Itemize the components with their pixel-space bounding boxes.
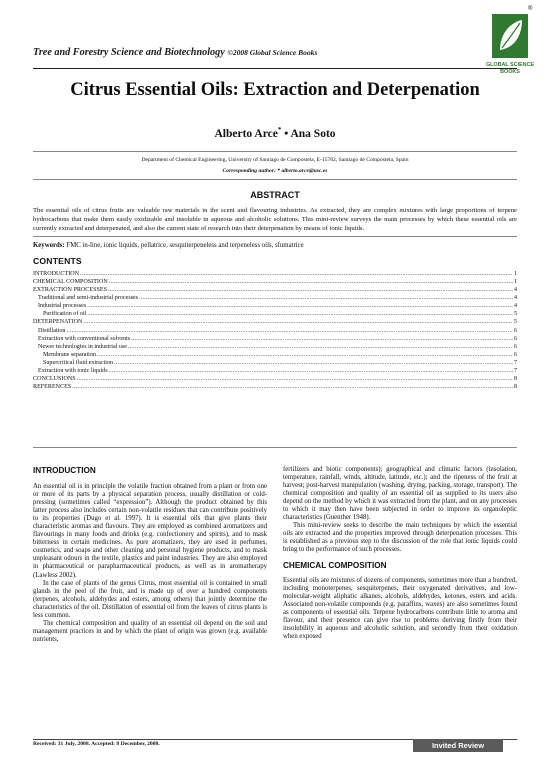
toc-entry-label: Membrane separation bbox=[43, 351, 96, 358]
toc-entry[interactable] bbox=[33, 351, 517, 359]
toc-entry[interactable] bbox=[33, 318, 517, 326]
section-heading-introduction: INTRODUCTION bbox=[33, 466, 96, 475]
toc-entry[interactable] bbox=[33, 278, 517, 286]
toc-leader bbox=[109, 367, 513, 375]
toc-entry-label: Supercritical fluid extraction bbox=[43, 359, 114, 366]
toc-entry-page: 4 bbox=[513, 287, 517, 294]
keywords-label: Keywords: bbox=[33, 242, 65, 249]
section-heading-chemical-composition: CHEMICAL COMPOSITION bbox=[283, 560, 387, 570]
toc-entry[interactable] bbox=[33, 375, 517, 383]
toc-leader bbox=[80, 270, 513, 278]
abstract-text: The essential oils of citrus fruits are valuable raw materials in the scent and flavouring industries. As extracted, they are complex mixtures with large proportions of terpene hydrocarbons that make them easily oxidizable and insoluble in aqueous and alcoholic solutions. This mini-review surveys the main processes by which these essential oils are currently extracted and deterpenated, and also the current state of research into their deterpenation by means of ionic liquids. bbox=[33, 207, 517, 232]
toc-entry-page: 7 bbox=[513, 367, 517, 374]
paragraph: In the case of plants of the genus Citrus, most essential oil is contained in small glands in the peel of the fruit, and is made up of over a hundred components (terpenes, alcohols, aldehydes and esters, among others) that jointly determine the characteristics of the oil. Distillation of essential oil from the leaves of citrus plants is less common. bbox=[33, 579, 267, 619]
toc-entry[interactable] bbox=[33, 327, 517, 335]
toc-entry-page: 6 bbox=[513, 343, 517, 350]
toc-leader bbox=[97, 351, 513, 359]
toc-entry-label: Purification of oil bbox=[43, 311, 87, 318]
toc-entry-page: 6 bbox=[513, 327, 517, 334]
author-line bbox=[33, 126, 517, 140]
header-divider bbox=[33, 68, 517, 69]
toc-entry-label: Distillation bbox=[38, 327, 66, 334]
corresponding-mark: * bbox=[277, 126, 282, 134]
toc-entry-label: Newer technologies in industrial use bbox=[38, 343, 128, 350]
divider bbox=[33, 151, 517, 152]
received-dates: Received: 31 July, 2008. Accepted: 8 December, 2008. bbox=[33, 741, 160, 747]
toc-entry-page: 8 bbox=[513, 376, 517, 383]
toc-entry[interactable] bbox=[33, 310, 517, 318]
toc-entry-page: 5 bbox=[513, 319, 517, 326]
toc-entry-label: CHEMICAL COMPOSITION bbox=[33, 279, 108, 286]
toc-leader bbox=[139, 294, 513, 302]
keywords-text: FMC in-line, ionic liquids, pellatrice, sesquiterpeneless and terpeneless oils, sfumatrice bbox=[66, 242, 304, 249]
toc-leader bbox=[128, 343, 513, 351]
toc-entry-page: 4 bbox=[513, 295, 517, 302]
leaf-logo-icon bbox=[478, 6, 542, 84]
divider bbox=[33, 179, 517, 180]
keywords bbox=[33, 242, 517, 249]
paragraph: This mini-review seeks to describe the main techniques by which the essential oils are extracted and the properties improved through deterpenation processes. This is established as a previous step to the discussion of the role that ionic liquids could bring to the performance of such processes. bbox=[283, 522, 517, 554]
author-separator: • bbox=[281, 127, 291, 140]
toc-leader bbox=[77, 375, 513, 383]
toc-entry-page: 6 bbox=[513, 335, 517, 342]
column-left bbox=[33, 466, 267, 644]
toc-entry[interactable] bbox=[33, 335, 517, 343]
divider bbox=[33, 236, 517, 237]
toc-entry-label: Industrial processes bbox=[38, 303, 87, 310]
journal-copyright: ©2008 Global Science Books bbox=[227, 48, 318, 57]
toc-entry-label: REFERENCES bbox=[33, 384, 72, 391]
author-1: Alberto Arce bbox=[214, 127, 278, 140]
toc-entry[interactable] bbox=[33, 302, 517, 310]
invited-review-badge: Invited Review bbox=[413, 739, 503, 752]
toc-entry-page: 5 bbox=[513, 311, 517, 318]
toc-entry-page: 4 bbox=[513, 303, 517, 310]
toc-entry-label: Extraction with conventional solvents bbox=[38, 335, 131, 342]
toc-entry-page: 8 bbox=[513, 384, 517, 391]
toc-entry-label: DETERPENATION bbox=[33, 319, 83, 326]
paragraph: An essential oil is in principle the volatile fraction obtained from a plant or from one or more of its parts by a physical separation process, usually distillation or cold-pressing (sometimes called “expression”). Although the product obtained by this latter process also includes certain non-volatile residues that can contribute positively to its properties (Dugo et al. 1997). It is essential oils that give plants their characteristic aromas and flavours. They are employed as combined aromatizers and flavourings in many foods and drinks (e.g. confectionery and spirits), and to mask bitterness in certain medicines. As pure aromatizers, they are used in perfumes, cosmetics, and soaps and other cleaning and personal hygiene products, and to mask unpleasant odours in the textile, plastics and paint industries. They are also employed in pharmaceutical or parapharmaceutical products, as well as in aromatherapy (Lawless 2002). bbox=[33, 483, 267, 579]
toc-entry-label: CONCLUSIONS bbox=[33, 376, 76, 383]
abstract-heading: ABSTRACT bbox=[250, 190, 300, 200]
toc-entry[interactable] bbox=[33, 367, 517, 375]
toc-entry[interactable] bbox=[33, 383, 517, 391]
paragraph: Essential oils are mixtures of dozens of components, sometimes more than a hundred, including monoterpenes, sesquiterpenes, their oxygenated derivatives, and low-molecular-weight aliphatic alkanes, alcohols, aldehydes, ketones, esters and acids. Associated non-volatile compounds (e.g. paraffins, waxes) are also sometimes found as components of essential oils. Terpene hydrocarbons contribute little to aroma and flavour, and their presence can give rise to problems deriving firstly from their insolubility in aqueous and alcoholic solution, and secondly from their oxidation when exposed bbox=[283, 576, 517, 640]
journal-title: Tree and Forestry Science and Biotechnology bbox=[33, 47, 225, 58]
toc-leader bbox=[109, 278, 513, 286]
toc-entry-page: 6 bbox=[513, 351, 517, 358]
toc-leader bbox=[108, 286, 513, 294]
toc-entry[interactable] bbox=[33, 343, 517, 351]
toc-entry-page: 1 bbox=[513, 271, 517, 277]
toc-entry-page: 1 bbox=[513, 279, 517, 286]
paragraph: fertilizers and biotic components); geographical and climatic factors (insolation, temperature, rainfall, winds, altitude, latitude, etc.); and the ripeness of the fruit at harvest; post-harvest manipulation (washing, drying, packing, storage, transport). The chemical composition and quality of an essential oil as supplied to its users also depend on the method by which it was extracted from the plant, and on any processes to which it may then have been subjected in order to improve its organoleptic characteristics (Guenther 1948). bbox=[283, 466, 517, 522]
toc-leader bbox=[72, 383, 513, 391]
publisher-logo bbox=[478, 6, 542, 84]
author-2: Ana Soto bbox=[290, 127, 336, 140]
toc-entry[interactable] bbox=[33, 286, 517, 294]
toc-leader bbox=[131, 335, 513, 343]
affiliation: Department of Chemical Engineering, University of Santiago de Compostela, E-15782, Santiago de Compostela, Spain bbox=[141, 157, 409, 163]
toc-entry-label: Extraction with ionic liquids bbox=[38, 367, 108, 374]
toc-entry[interactable] bbox=[33, 270, 517, 278]
toc-leader bbox=[87, 310, 513, 318]
toc-entry-label: INTRODUCTION bbox=[33, 271, 80, 277]
toc-entry[interactable] bbox=[33, 359, 517, 367]
toc-leader bbox=[114, 359, 513, 367]
table-of-contents bbox=[33, 270, 517, 391]
divider bbox=[33, 447, 517, 448]
toc-leader bbox=[87, 302, 513, 310]
toc-entry[interactable] bbox=[33, 294, 517, 302]
toc-entry-page: 7 bbox=[513, 359, 517, 366]
column-right bbox=[283, 466, 517, 641]
registered-mark: ® bbox=[528, 6, 533, 12]
article-title: Citrus Essential Oils: Extraction and Deterpenation bbox=[70, 80, 480, 100]
logo-text-1: GLOBAL SCIENCE bbox=[485, 62, 535, 68]
corresponding-author: Corresponding author: * alberto.arce@usc.es bbox=[222, 168, 328, 174]
paragraph: The chemical composition and quality of an essential oil depend on the soil and management practices in and by which the plant of origin was grown (e.g. available nutrients, bbox=[33, 619, 267, 643]
toc-entry-label: Traditional and semi-industrial processes bbox=[38, 295, 139, 302]
journal-header bbox=[33, 47, 317, 58]
logo-text-2: BOOKS bbox=[500, 69, 520, 75]
toc-leader bbox=[66, 327, 513, 335]
toc-leader bbox=[83, 318, 513, 326]
contents-heading: CONTENTS bbox=[33, 256, 82, 266]
toc-entry-label: EXTRACTION PROCESSES bbox=[33, 287, 107, 294]
